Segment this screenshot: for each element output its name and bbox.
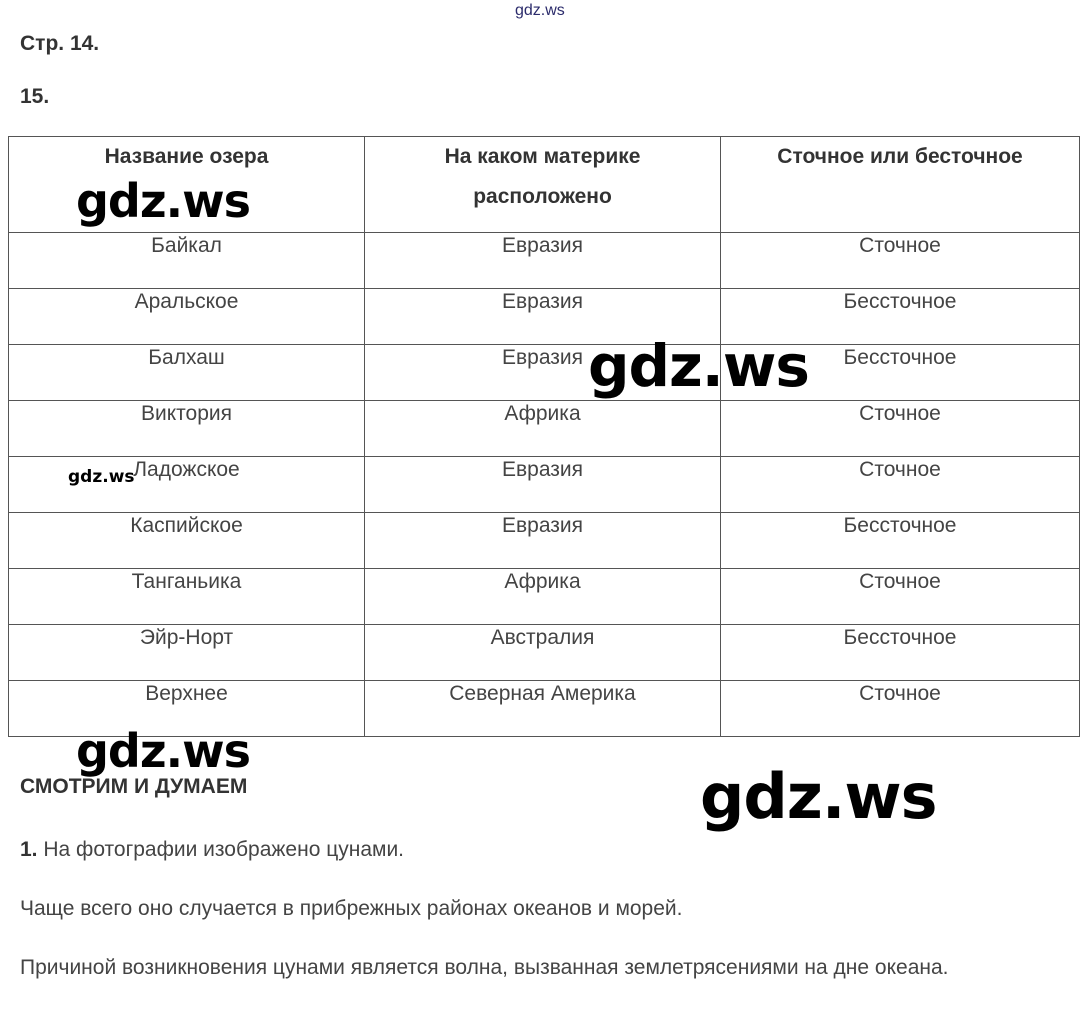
header-drainage: Сточное или бесточное [721,137,1080,233]
lake-name-cell: Ладожское [9,457,365,513]
drainage-cell: Сточное [721,233,1080,289]
item-number: 1. [20,838,38,861]
drainage-cell: Бессточное [721,345,1080,401]
task-number: 15. [20,85,50,108]
header-lake-name: Название озера [9,137,365,233]
lake-name-cell: Танганьика [9,569,365,625]
header-continent: На каком материке расположено [365,137,721,233]
lake-name-cell: Виктория [9,401,365,457]
section-title: СМОТРИМ И ДУМАЕМ [20,775,248,798]
table-row [9,457,1080,513]
continent-cell: Африка [365,401,721,457]
lake-name-cell: Верхнее [9,681,365,737]
watermark: gdz.ws [68,467,135,487]
continent-cell: Евразия [365,345,721,401]
watermark: gdz.ws [588,332,809,400]
lake-name-cell: Балхаш [9,345,365,401]
table-row [9,401,1080,457]
lake-name-cell: Байкал [9,233,365,289]
watermark: gdz.ws [700,760,937,833]
answer-paragraph-3: Причиной возникновения цунами является волна, вызванная землетрясениями на дне океана. [20,956,949,979]
table-row [9,625,1080,681]
watermark: gdz.ws [76,174,250,228]
continent-cell: Евразия [365,289,721,345]
drainage-cell: Сточное [721,569,1080,625]
table-row [9,345,1080,401]
table-row [9,569,1080,625]
drainage-cell: Сточное [721,401,1080,457]
table-row [9,513,1080,569]
drainage-cell: Бессточное [721,513,1080,569]
answer-paragraph-2: Чаще всего оно случается в прибрежных районах океанов и морей. [20,897,683,920]
watermark: gdz.ws [76,724,250,778]
continent-cell: Евразия [365,457,721,513]
drainage-cell: Бессточное [721,625,1080,681]
paragraph-text: На фотографии изображено цунами. [43,838,405,861]
lake-name-cell: Каспийское [9,513,365,569]
page-reference: Стр. 14. [20,32,100,55]
drainage-cell: Сточное [721,457,1080,513]
drainage-cell: Бессточное [721,289,1080,345]
drainage-cell: Сточное [721,681,1080,737]
continent-cell: Евразия [365,513,721,569]
answer-paragraph-1 [20,838,404,862]
continent-cell: Австралия [365,625,721,681]
continent-cell: Северная Америка [365,681,721,737]
lake-name-cell: Эйр-Норт [9,625,365,681]
continent-cell: Африка [365,569,721,625]
continent-cell: Евразия [365,233,721,289]
table-row [9,289,1080,345]
watermark-top: gdz.ws [515,2,565,19]
table-row [9,233,1080,289]
lake-name-cell: Аральское [9,289,365,345]
